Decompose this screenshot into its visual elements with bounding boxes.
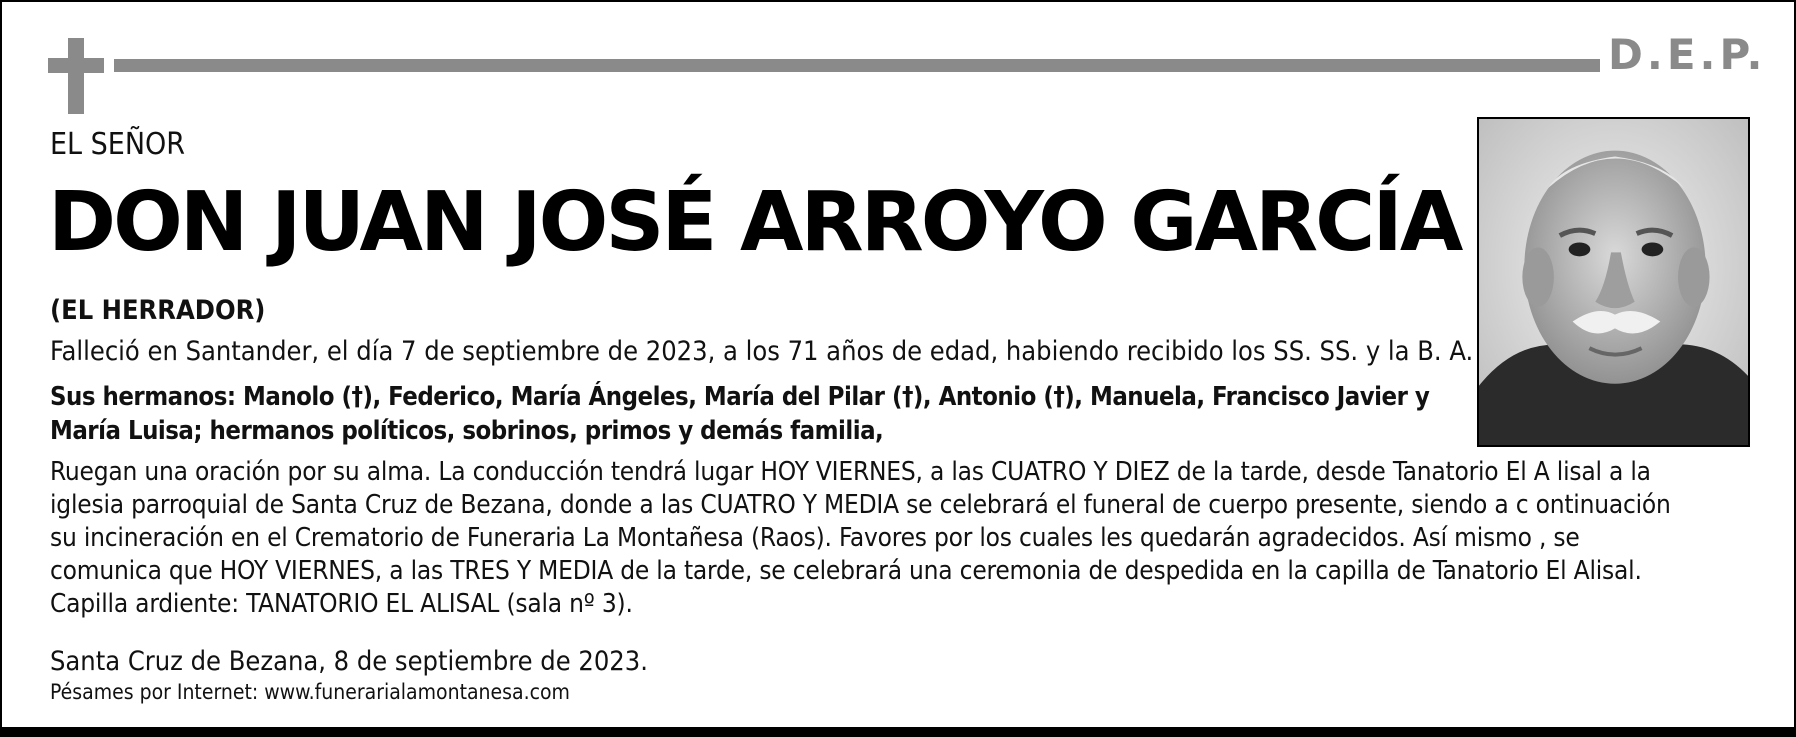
death-statement: Falleció en Santander, el día 7 de septiembre de 2023, a los 71 años de edad, habiendo recibido los SS. SS. y la B. A. <box>50 336 1474 367</box>
portrait-photo <box>1477 117 1750 447</box>
body-line: comunica que HOY VIERNES, a las TRES Y MEDIA de la tarde, se celebrará una ceremonia de despedida en la capilla de Tanatorio El Alisal. <box>50 556 1642 586</box>
nickname: (EL HERRADOR) <box>50 295 266 326</box>
body-line: Ruegan una oración por su alma. La conducción tendrá lugar HOY VIERNES, a las CUATRO Y DIEZ de la tarde, desde Tanatorio El A lisal a la <box>50 457 1651 487</box>
condolences-website: Pésames por Internet: www.funerarialamontanesa.com <box>50 680 570 704</box>
header-rule <box>114 59 1600 72</box>
honorific-label: EL SEÑOR <box>50 127 186 162</box>
place-date: Santa Cruz de Bezana, 8 de septiembre de 2023. <box>50 646 648 677</box>
cross-icon <box>48 38 104 114</box>
family-line: María Luisa; hermanos políticos, sobrinos, primos y demás familia, <box>50 416 884 446</box>
body-line: su incineración en el Crematorio de Funeraria La Montañesa (Raos). Favores por los cuales les quedarán agradecidos. Así mismo , se <box>50 523 1580 553</box>
bottom-border <box>2 727 1794 735</box>
service-details <box>50 456 1760 621</box>
family-line: Sus hermanos: Manolo (†), Federico, María Ángeles, María del Pilar (†), Antonio (†), Manuela, Francisco Javier y <box>50 382 1430 412</box>
family-list <box>50 380 1450 448</box>
deceased-name: DON JUAN JOSÉ ARROYO GARCÍA <box>48 175 1461 270</box>
dep-badge: D.E.P. <box>1608 30 1767 79</box>
body-line: iglesia parroquial de Santa Cruz de Bezana, donde a las CUATRO Y MEDIA se celebrará el funeral de cuerpo presente, siendo a c ontinuación <box>50 490 1671 520</box>
body-line: Capilla ardiente: TANATORIO EL ALISAL (sala nº 3). <box>50 589 633 619</box>
